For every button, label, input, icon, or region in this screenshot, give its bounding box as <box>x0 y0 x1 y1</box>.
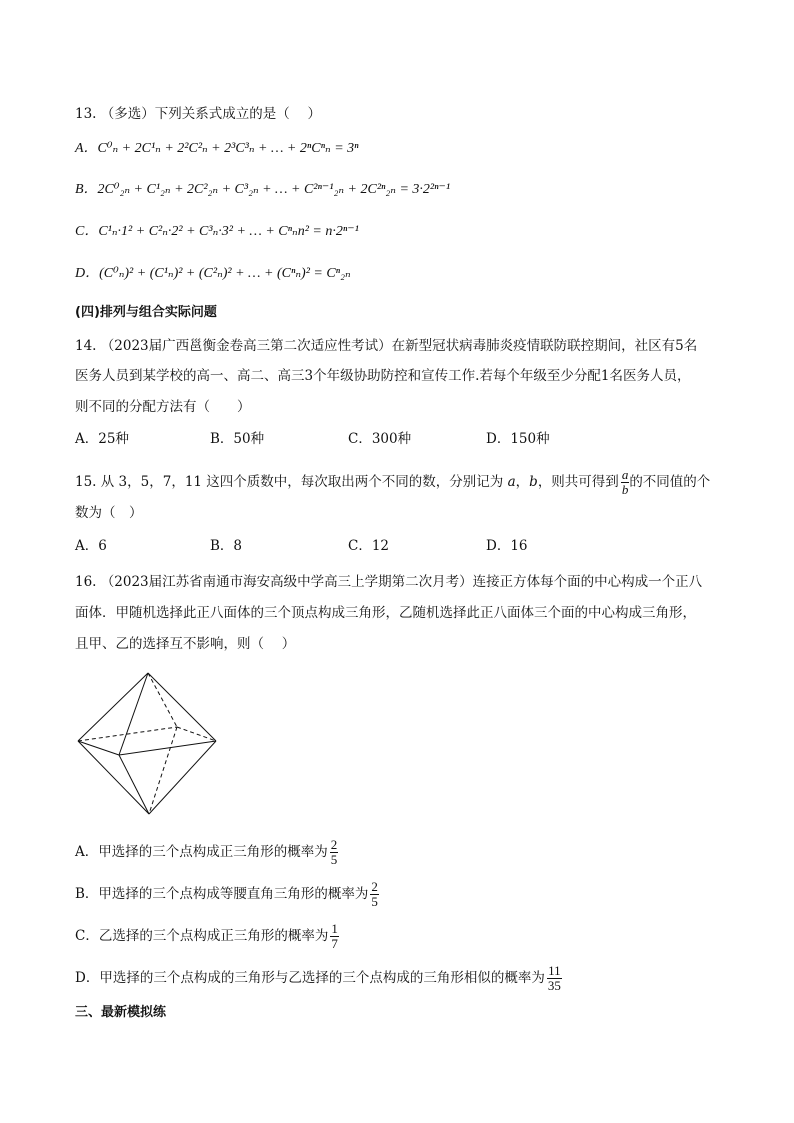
q16-stem-line3: 且甲、乙的选择互不影响，则（ ） <box>75 636 296 652</box>
fraction-denominator: b <box>621 482 629 497</box>
section-heading-3: 三、最新模拟练 <box>75 1005 167 1020</box>
q16-option-d-text: D．甲选择的三个点构成的三角形与乙选择的三个点构成的三角形相似的概率为 <box>75 970 545 986</box>
section-heading-4: (四)排列与组合实际问题 <box>75 305 217 320</box>
q15-var-a: a <box>507 474 516 490</box>
q14-stem-line3: 则不同的分配方法有（ ） <box>75 399 251 415</box>
q15-stem-part3: 的不同值的个 <box>629 474 711 490</box>
q13-option-a: A．C⁰ₙ + 2C¹ₙ + 2²C²ₙ + 2³C³ₙ + … + 2ⁿCⁿₙ = 3ⁿ <box>75 141 359 156</box>
q16-option-d-fraction <box>547 964 562 993</box>
fraction-numerator: 11 <box>548 963 561 978</box>
q15-separator: ， <box>515 474 530 490</box>
q14-stem-line2: 医务人员到某学校的高一、高二、高三3个年级协助防控和宣传工作.若每个年级至少分配1名医务人员， <box>75 368 691 384</box>
fraction-denominator: 7 <box>331 936 338 951</box>
q16-option-c <box>75 922 339 951</box>
q15-stem-part2: ，则共可得到 <box>537 474 619 490</box>
q16-option-a-text: A．甲选择的三个点构成正三角形的概率为 <box>75 844 328 860</box>
q15-stem-line2: 数为（ ） <box>75 505 143 521</box>
q15-stem-part1: 15. 从 3，5，7，11 这四个质数中，每次取出两个不同的数，分别记为 <box>75 474 508 490</box>
q16-option-a-fraction <box>330 838 339 867</box>
fraction-denominator: 5 <box>330 852 338 867</box>
fraction-denominator: 5 <box>371 894 378 909</box>
q13-option-b: B．2C⁰₂ₙ + C¹₂ₙ + 2C²₂ₙ + C³₂ₙ + … + C²ⁿ⁻¹₂ₙ + 2C²ⁿ₂ₙ = 3·2²ⁿ⁻¹ <box>75 182 451 197</box>
octahedron-figure <box>74 670 224 820</box>
q14-option-c: C．300种 <box>348 431 412 447</box>
q13-option-d: D．(C⁰ₙ)² + (C¹ₙ)² + (C²ₙ)² + … + (Cⁿₙ)² = Cⁿ₂ₙ <box>75 266 351 281</box>
q15-option-c: C．12 <box>348 538 390 554</box>
q16-option-b-fraction <box>370 880 379 909</box>
q14-option-a: A．25种 <box>75 431 129 447</box>
q15-option-b: B．8 <box>210 538 243 554</box>
q14-option-b: B．50种 <box>210 431 265 447</box>
q15-var-b: b <box>529 474 538 490</box>
q14-option-d: D．150种 <box>486 431 550 447</box>
q14-stem-line1: 14. （2023届广西邕衡金卷高三第二次适应性考试）在新型冠状病毒肺炎疫情联防联控期间，社区有5名 <box>75 338 698 354</box>
fraction-numerator: 2 <box>330 837 338 852</box>
q13-stem: 13. （多选）下列关系式成立的是（ ） <box>75 106 322 122</box>
q15-stem-line1 <box>75 468 710 497</box>
fraction-numerator: a <box>621 467 629 482</box>
q15-option-a: A．6 <box>75 538 107 554</box>
fraction-numerator: 1 <box>331 921 338 936</box>
q16-option-c-fraction <box>330 922 339 951</box>
q16-option-a <box>75 838 338 867</box>
q13-option-c: C．C¹ₙ·1² + C²ₙ·2² + C³ₙ·3² + … + Cⁿₙn² = n·2ⁿ⁻¹ <box>75 224 359 239</box>
q16-option-b-text: B．甲选择的三个点构成等腰直角三角形的概率为 <box>75 886 369 902</box>
q16-stem-line1: 16. （2023届江苏省南通市海安高级中学高三上学期第二次月考）连接正方体每个面的中心构成一个正八 <box>75 574 703 590</box>
fraction-denominator: 35 <box>547 978 561 993</box>
q16-option-b <box>75 880 379 909</box>
q15-option-d: D．16 <box>486 538 528 554</box>
q16-option-c-text: C．乙选择的三个点构成正三角形的概率为 <box>75 928 329 944</box>
fraction-numerator: 2 <box>371 879 378 894</box>
q16-stem-line2: 面体．甲随机选择此正八面体的三个顶点构成三角形，乙随机选择此正八面体三个面的中心构成三角形， <box>75 605 696 621</box>
q16-option-d <box>75 964 562 993</box>
